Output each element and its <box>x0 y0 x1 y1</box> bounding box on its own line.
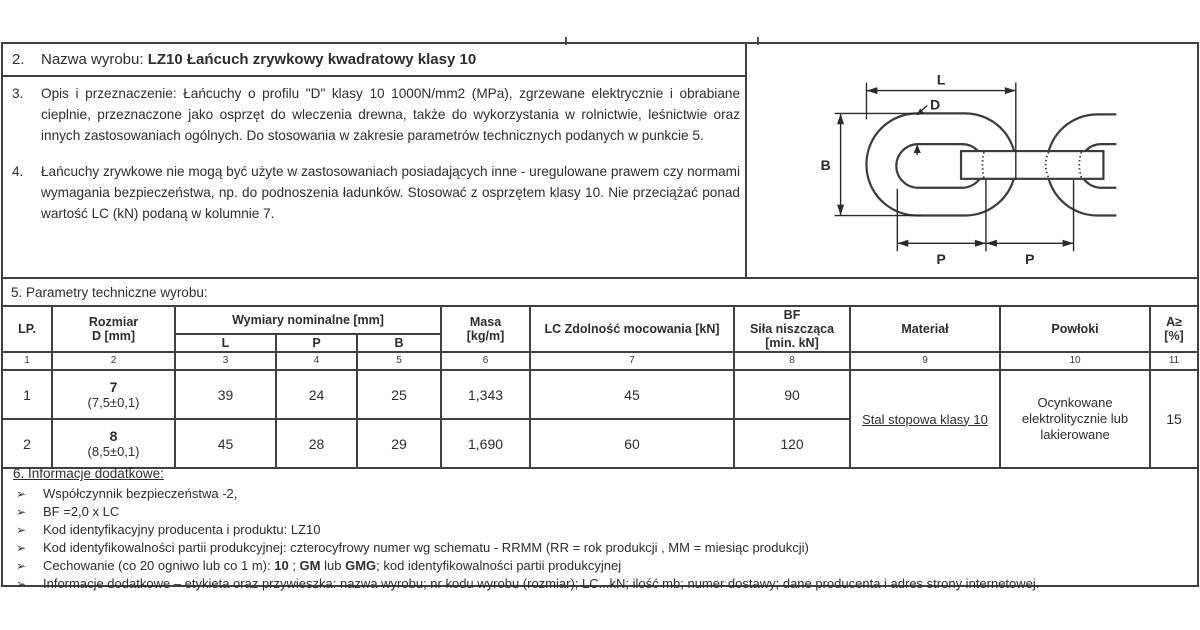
arrow-bullet-icon: ➢ <box>16 523 27 537</box>
bold-segment: GM <box>299 558 321 573</box>
col-number: 1 <box>2 352 52 370</box>
col-number: 8 <box>734 352 850 370</box>
col-number: 4 <box>276 352 357 370</box>
header-line: Masa <box>469 315 502 329</box>
col-header-material: Materiał <box>850 306 1000 352</box>
col-header-rozmiar <box>52 306 175 352</box>
upper-region <box>3 44 1197 279</box>
header-line: [kg/m] <box>466 329 505 343</box>
arrowhead <box>837 113 844 124</box>
warning-paragraph <box>3 161 745 224</box>
document-sheet <box>1 42 1199 591</box>
cell-bf: 120 <box>734 419 850 468</box>
cell-lc: 45 <box>530 370 734 419</box>
col-header-powloki: Powłoki <box>1000 306 1150 352</box>
header-line: A≥ <box>1166 315 1182 329</box>
list-item <box>13 539 1187 557</box>
col-header-P: P <box>276 334 357 352</box>
cell-bf: 90 <box>734 370 850 419</box>
dimension-B-label: B <box>820 156 831 173</box>
upper-left-cell <box>3 44 747 277</box>
cell-powloki: Ocynkowane elektrolitycznie lub lakierowane <box>1000 370 1150 468</box>
product-name-value: LZ10 Łańcuch zrywkowy kwadratowy klasy 10 <box>147 51 477 68</box>
arrowhead <box>986 240 997 247</box>
list-item-text: Kod identyfikowalności partii produkcyjnej: czterocyfrowy numer wg schematu - RRMM (RR = rok produkcji , MM = miesiąc produkcji) <box>43 540 809 555</box>
item-number: 2. <box>12 51 25 68</box>
col-header-masa <box>441 306 530 352</box>
col-header-lp: LP. <box>2 306 52 352</box>
arrowhead <box>1063 240 1074 247</box>
cell-lp: 2 <box>2 419 52 468</box>
col-number: 10 <box>1000 352 1150 370</box>
arrow-bullet-icon: ➢ <box>16 541 27 555</box>
cell-d-tolerance: (7,5±0,1) <box>87 394 140 410</box>
chain-diagram-panel <box>747 44 1197 277</box>
cell-lp: 1 <box>2 370 52 419</box>
dimension-P2-label: P <box>1025 251 1035 268</box>
list-item <box>13 503 1187 521</box>
header-line: BF <box>783 308 801 322</box>
col-header-bf <box>734 306 850 352</box>
parameters-table <box>1 305 1199 469</box>
bold-segment: GMG <box>345 558 377 573</box>
text-segment: ; <box>288 558 300 573</box>
additional-info-section <box>3 459 1197 593</box>
cell-l: 45 <box>175 419 276 468</box>
header-line: [%] <box>1164 329 1184 343</box>
cell-d-tolerance: (8,5±0,1) <box>87 443 140 459</box>
col-header-B: B <box>357 334 441 352</box>
list-item-text: Kod identyfikacyjny producenta i produktu: LZ10 <box>43 522 321 537</box>
description-paragraph <box>3 83 745 146</box>
arrowhead <box>897 240 908 247</box>
item-number: 4. <box>12 164 24 179</box>
cell-p: 24 <box>276 370 357 419</box>
product-name-prefix: Nazwa wyrobu: <box>41 51 148 68</box>
bold-segment: 10 <box>274 558 289 573</box>
col-number: 11 <box>1150 352 1198 370</box>
text-segment: lub <box>320 558 346 573</box>
cell-l: 39 <box>175 370 276 419</box>
cell-material <box>850 370 1000 468</box>
product-name-row <box>3 44 745 77</box>
dimension-D-label: D <box>930 96 941 113</box>
additional-info-title: 6. Informacje dodatkowe: <box>13 466 164 481</box>
dimension-L-label: L <box>936 71 946 88</box>
col-number: 3 <box>175 352 276 370</box>
col-number: 5 <box>357 352 441 370</box>
header-line: [min. kN] <box>765 336 819 350</box>
list-item <box>13 521 1187 539</box>
header-line: Siła niszcząca <box>749 322 835 336</box>
col-header-L: L <box>175 334 276 352</box>
dimension-P1-label: P <box>936 251 946 268</box>
warning-text: Łańcuchy zrywkowe nie mogą być użyte w zastosowaniach posiadających inne - uregulowane prawem czy normami wymagania bezpieczeństwa, np. do podnoszenia ładunków. Stosować z osprzętem klasy 10. Nie przeciążać ponad wartość LC (kN) podaną w kolumnie 7. <box>41 164 740 221</box>
text-segment: ; kod identyfikowalności partii produkcyjnej <box>376 558 622 573</box>
table-row <box>2 370 1198 419</box>
col-number: 2 <box>52 352 175 370</box>
list-item-text <box>43 557 621 575</box>
cell-rozmiar <box>52 370 175 419</box>
col-number: 7 <box>530 352 734 370</box>
col-number: 6 <box>441 352 530 370</box>
cell-d: 8 <box>109 427 118 444</box>
material-text: Stal stopowa klasy 10 <box>862 411 988 427</box>
list-item <box>13 485 1187 503</box>
cell-b: 29 <box>357 419 441 468</box>
item-number: 3. <box>12 86 24 101</box>
list-item <box>13 557 1187 575</box>
cell-a: 15 <box>1150 370 1198 468</box>
arrowhead <box>1005 87 1016 94</box>
cell-masa: 1,343 <box>441 370 530 419</box>
dimension-B-lines <box>835 113 923 215</box>
list-item-text: BF =2,0 x LC <box>43 504 120 519</box>
header-line: Rozmiar <box>88 315 139 329</box>
cell-p: 28 <box>276 419 357 468</box>
chain-dimensions-diagram <box>747 44 1195 275</box>
cell-d: 7 <box>109 378 118 395</box>
list-item <box>13 575 1187 593</box>
arrow-bullet-icon: ➢ <box>16 487 27 501</box>
text-segment: Cechowanie (co 20 ogniwo lub co 1 m): <box>43 558 275 573</box>
product-name-label <box>41 51 476 68</box>
arrowhead <box>866 87 877 94</box>
cell-lc: 60 <box>530 419 734 468</box>
col-header-wymiary: Wymiary nominalne [mm] <box>175 306 441 334</box>
col-header-lc: LC Zdolność mocowania [kN] <box>530 306 734 352</box>
list-item-text: Współczynnik bezpieczeństwa -2, <box>43 486 238 501</box>
cell-masa: 1,690 <box>441 419 530 468</box>
arrowhead <box>975 240 986 247</box>
header-line: D [mm] <box>91 329 136 343</box>
description-text: Opis i przeznaczenie: Łańcuchy o profilu "D" klasy 10 1000N/mm2 (MPa), zgrzewane elektrycznie i obrabiane cieplnie, przeznaczone jako osprzęt do wleczenia drewna, także do wykorzystania w rolnictwie, leśnictwie oraz innych zastosowaniach ogólnych. Do stosowania w zakresie parametrów technicznych podanych w punkcie 5. <box>41 86 740 143</box>
list-item-text: Informacje dodatkowe – etykieta oraz przywieszka: nazwa wyrobu; nr kodu wyrobu (rozmiar); LC...kN; ilość mb; numer dostawy; dane producenta i adres strony internetowej. <box>43 576 1040 591</box>
arrowhead <box>837 205 844 216</box>
col-header-a <box>1150 306 1198 352</box>
column-number-row <box>2 352 1198 370</box>
parameters-section-title: 5. Parametry techniczne wyrobu: <box>11 284 208 300</box>
col-number: 9 <box>850 352 1000 370</box>
arrow-bullet-icon: ➢ <box>16 559 27 573</box>
arrow-bullet-icon: ➢ <box>16 577 27 591</box>
arrow-bullet-icon: ➢ <box>16 505 27 519</box>
cell-b: 25 <box>357 370 441 419</box>
